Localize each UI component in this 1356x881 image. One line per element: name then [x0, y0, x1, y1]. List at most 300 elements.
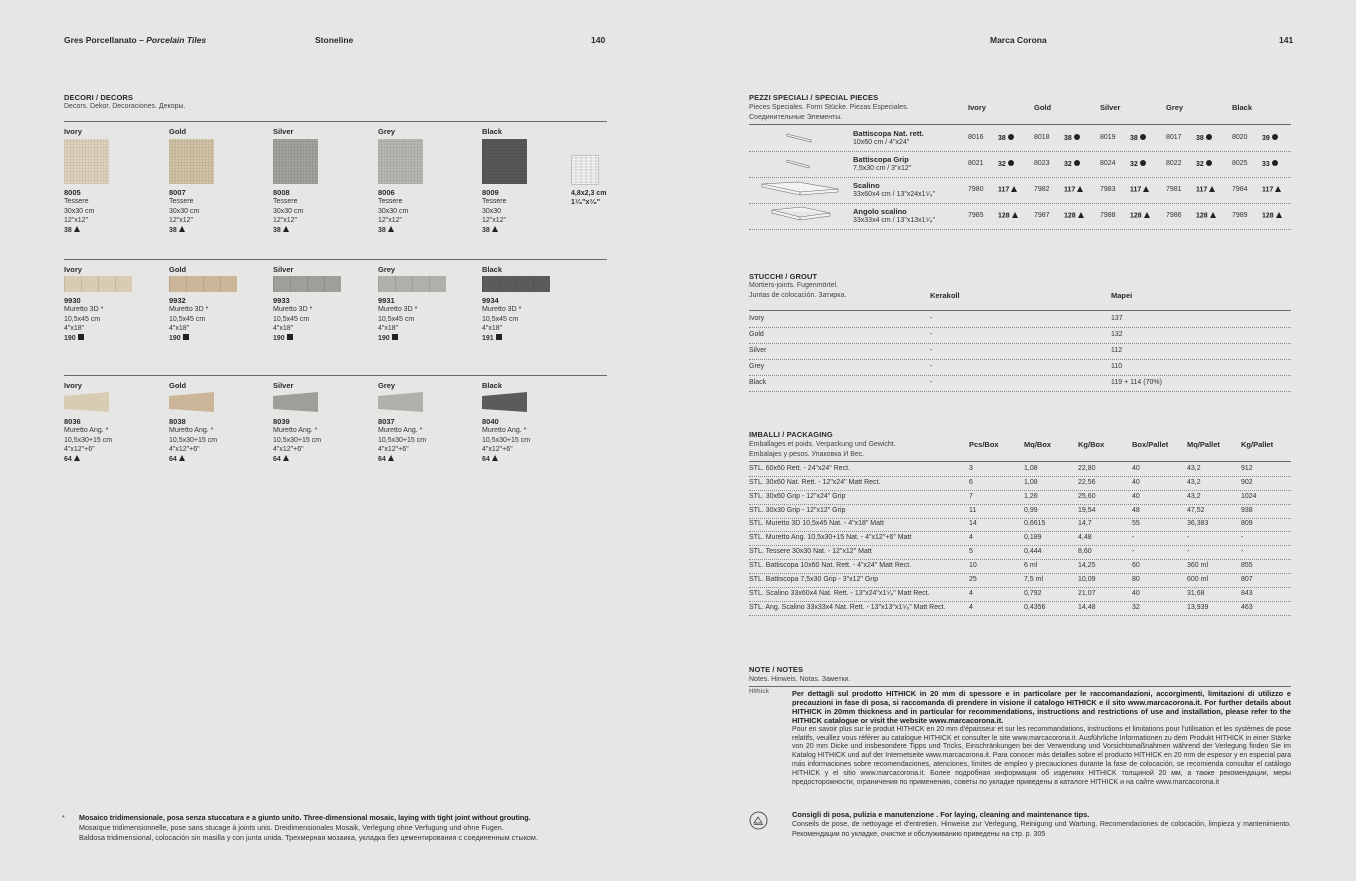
special-code: 8020	[1232, 134, 1248, 141]
decor-code: 8009	[482, 188, 499, 197]
triangle-symbol-icon	[283, 226, 289, 232]
triangle-symbol-icon	[283, 455, 289, 461]
packaging-value: 43,2	[1187, 492, 1201, 500]
packaging-value: 463	[1241, 603, 1253, 611]
decor-info	[169, 426, 264, 464]
square-symbol-icon	[496, 334, 502, 340]
decor-pieces-value: 190	[378, 334, 390, 342]
special-pieces	[1196, 134, 1212, 142]
packaging-product: STL. Scalino 33x60x4 Nat. Rett. - 13"x24"x1⁵⁄₈" Matt Rect.	[749, 589, 930, 597]
packaging-value: 14	[969, 520, 977, 528]
decor-color-label: Silver	[273, 381, 294, 390]
packaging-row-divider	[749, 587, 1291, 588]
decor-code: 8037	[378, 417, 395, 426]
step-drawing-icon	[760, 180, 840, 196]
special-pieces	[998, 134, 1014, 142]
special-code: 7980	[968, 186, 984, 193]
decor-info	[378, 426, 473, 464]
grout-subtitle-2: Juntas de colocación. Затирка.	[749, 292, 847, 299]
decor-size-cm: 10,5x30+15 cm	[482, 436, 531, 444]
decor-swatch	[482, 392, 527, 412]
grout-title: STUCCHI / GROUT	[749, 272, 818, 281]
special-pieces	[1262, 160, 1278, 168]
decor-pieces-value: 190	[273, 334, 285, 342]
packaging-product: STL. Battiscopa 10x60 Nat. Rett. - 4"x24" Matt Rect.	[749, 561, 912, 569]
special-piece-name: Battiscopa Nat. rett.	[853, 129, 924, 138]
grout-row-divider	[749, 359, 1291, 360]
decor-swatch	[378, 139, 423, 184]
decor-info	[64, 197, 159, 235]
decor-code: 8039	[273, 417, 290, 426]
special-row-divider	[749, 151, 1291, 152]
packaging-value: -	[1187, 548, 1190, 556]
category-en-label: Porcelain Tiles	[146, 35, 207, 45]
packaging-subtitle-2: Embalajes y pesos. Упаковка И Вес.	[749, 451, 865, 458]
decor-swatch	[273, 392, 318, 412]
packaging-value: 0,444	[1024, 548, 1042, 556]
footnote-bold: Mosaico tridimensionale, posa senza stuccatura e a giunto unito. Three-dimensional mosaic, laying with tight joint without grouting.	[79, 813, 531, 822]
special-code: 7982	[1034, 186, 1050, 193]
decor-pieces-value: 190	[64, 334, 76, 342]
note-hithick	[792, 690, 1291, 788]
packaging-value: 1,26	[1024, 492, 1038, 500]
decor-size-cm: 10,5x45 cm	[482, 315, 519, 323]
decor-color-label: Ivory	[64, 127, 82, 136]
circle-symbol-icon	[1074, 160, 1080, 166]
footnote	[79, 813, 619, 843]
packaging-value: 360 ml	[1187, 561, 1209, 569]
packaging-value: 22,80	[1078, 465, 1096, 472]
special-pieces-value: 117	[1262, 186, 1274, 194]
corner-step-drawing-icon	[770, 205, 832, 222]
decor-code: 9930	[64, 296, 81, 305]
packaging-row-divider	[749, 601, 1291, 602]
decor-type: Muretto Ang. *	[482, 427, 527, 434]
packaging-value: 25	[969, 575, 977, 583]
special-code: 7989	[1232, 212, 1248, 219]
packaging-value: 40	[1132, 478, 1140, 486]
special-pieces-value: 117	[998, 186, 1010, 194]
decor-size-cm: 30x30 cm	[378, 207, 409, 215]
decor-color-label: Gold	[169, 127, 187, 136]
packaging-header: Mq/Pallet	[1187, 440, 1220, 449]
decor-type: Muretto 3D *	[378, 306, 418, 313]
notes-title: NOTE / NOTES	[749, 665, 804, 674]
special-code: 7985	[968, 212, 984, 219]
packaging-product: STL. 30x60 Nat. Rett. - 12"x24" Matt Rect.	[749, 478, 881, 486]
special-code: 8016	[968, 134, 984, 141]
packaging-value: -	[1132, 548, 1135, 556]
special-piece-name: Scalino	[853, 181, 880, 190]
grout-kerakoll: -	[930, 331, 933, 338]
decor-color-label: Black	[482, 265, 503, 274]
packaging-value: 7,5 ml	[1024, 575, 1044, 583]
packaging-value: 13,939	[1187, 603, 1209, 611]
packaging-value: -	[1241, 548, 1244, 556]
special-code: 8017	[1166, 134, 1182, 141]
packaging-value: 40	[1132, 589, 1140, 597]
decor-pieces-value: 64	[169, 455, 177, 463]
decor-type: Muretto Ang. *	[169, 427, 214, 434]
special-pieces-value: 117	[1130, 186, 1142, 194]
note-hithick-bold: Per dettagli sul prodotto HITHICK in 20 mm di spessore e in particolare per le raccomandazioni, accorgimenti, limitazioni di utilizzo e precauzioni in fase di posa, si raccomanda di prendere in visione il catalogo HITHICK e il sito www.marcacorona.it. For further details about HITHICK in 20mm thickness and in particular for recommendations, instructions and restrictions of use and installation, please refer to the HITHICK catalogue or visit the website www.marcacorona.it.	[792, 689, 1291, 725]
grout-kerakoll: -	[930, 315, 933, 322]
packaging-row-divider	[749, 531, 1291, 532]
decor-size-cm: 10,5x30+15 cm	[273, 436, 322, 444]
decor-size-cm: 10,5x45 cm	[169, 315, 206, 323]
decor-color-label: Grey	[378, 265, 396, 274]
decor-info	[273, 305, 368, 343]
decor-color-label: Grey	[378, 127, 396, 136]
triangle-symbol-icon	[74, 226, 80, 232]
decor-size-inch: 4"x18"	[378, 325, 399, 333]
packaging-value: 48	[1132, 506, 1140, 514]
packaging-value: 43,2	[1187, 478, 1201, 486]
packaging-product: STL. Tessere 30x30 Nat. - 12"x12" Matt	[749, 548, 872, 556]
square-symbol-icon	[287, 334, 293, 340]
mosaic-size-cm: 4,8x2,3 cm	[571, 190, 607, 197]
decor-swatch	[273, 139, 318, 184]
hithick-logo: HIthick	[749, 689, 770, 695]
decor-code: 9931	[378, 296, 395, 305]
circle-symbol-icon	[1074, 134, 1080, 140]
decor-pieces-value: 191	[482, 334, 494, 342]
circle-symbol-icon	[1008, 134, 1014, 140]
decor-size-cm: 10,5x45 cm	[273, 315, 310, 323]
page-number-right: 141	[1279, 35, 1294, 45]
special-pieces	[1262, 212, 1282, 220]
decor-color-label: Ivory	[64, 381, 82, 390]
decor-size-inch: 12"x12"	[482, 217, 507, 225]
special-pieces-value: 32	[1196, 161, 1204, 168]
special-code: 7986	[1166, 212, 1182, 219]
packaging-value: 60	[1132, 561, 1140, 569]
triangle-symbol-icon	[388, 455, 394, 461]
special-title: PEZZI SPECIALI / SPECIAL PIECES	[749, 93, 879, 102]
special-rule	[749, 124, 1291, 125]
decor-size-inch: 4"x12"+6"	[482, 446, 513, 454]
note-maintenance-bold: Consigli di posa, pulizia e manutenzione . For laying, cleaning and maintenance tips.	[792, 810, 1090, 819]
skirting-drawing-icon	[785, 132, 813, 144]
square-symbol-icon	[78, 334, 84, 340]
packaging-value: 10,09	[1078, 575, 1096, 583]
category-label: Gres Porcellanato –	[64, 35, 147, 45]
decor-code: 9933	[273, 296, 290, 305]
decor-size-inch: 4"x18"	[64, 325, 85, 333]
decor-swatch	[169, 139, 214, 184]
packaging-value: -	[1132, 534, 1135, 542]
special-pieces	[1064, 160, 1080, 168]
special-pieces-value: 32	[998, 161, 1006, 168]
packaging-value: 8,60	[1078, 548, 1092, 556]
packaging-header: Pcs/Box	[969, 440, 999, 449]
decor-color-label: Grey	[378, 381, 396, 390]
decor-pieces	[273, 226, 368, 236]
packaging-header: Kg/Box	[1078, 440, 1105, 449]
packaging-row-divider	[749, 615, 1291, 616]
notes-subtitle: Notes. Hinweis. Notas. Заметки.	[749, 676, 851, 683]
packaging-value: 809	[1241, 520, 1253, 528]
decor-pieces	[482, 334, 577, 344]
special-col-ivory: Ivory	[968, 103, 986, 112]
decor-code: 8038	[169, 417, 186, 426]
page-number-left: 140	[591, 35, 606, 45]
packaging-value: 912	[1241, 465, 1253, 472]
special-code: 7984	[1232, 186, 1248, 193]
special-pieces-value: 32	[1064, 161, 1072, 168]
special-code: 8021	[968, 160, 984, 167]
footnote-mark: *	[62, 813, 65, 822]
decor-size-inch: 12"x12"	[378, 217, 403, 225]
decors-rule-3	[64, 375, 607, 376]
special-code: 7988	[1100, 212, 1116, 219]
decor-size-inch: 12"x12"	[169, 217, 194, 225]
maintenance-icon	[749, 811, 768, 830]
grout-subtitle-1: Mortiers-joints. Fugenmörtel.	[749, 282, 839, 289]
grout-row-divider	[749, 391, 1291, 392]
decor-info	[169, 197, 264, 235]
note-maintenance	[792, 811, 1291, 841]
note-hithick-text: Pour en savoir plus sur le produit HITHICK en 20 mm d'épaisseur et sur les recommandations, instructions et limitations pour l'utilisation et les systèmes de pose relatifs, veuillez vous référer au catalogue HITHICK et consulter le site www.marcacorona.it. Ausführliche Informationen zu dem Produkt HITHICK in einer Stärke von 20 mm Dicke und insbesondere Tipps und Tricks, Einschränkungen bei der Verwendung und Vorsichtsmaßnahmen während der Verlegung finden Sie im Katalog HITHICK und auf der Internetseite www.marcacorona.it. Para conocer más detalles sobre el producto HITHICK en 20 mm de espesor y en especial para más informaciones sobre recomendaciones, atenciones, límites de empleo y precauciones durante la fase de colocación, se recomienda consultar el catálogo HITHICK y el sitio www.marcacorona.it. Более подробная информация об изделиях HITHICK толщиной 20 мм, а также рекомендации, меры предосторожности, ограничения по применению, советы по укладке приведены в каталоге HITHICK и на сайте www.marcacorona.it	[792, 725, 1291, 787]
decors-rule-1	[64, 121, 607, 122]
decor-size-cm: 10,5x45 cm	[64, 315, 101, 323]
special-pieces-value: 128	[1130, 212, 1142, 220]
decor-code: 9934	[482, 296, 499, 305]
decor-pieces	[482, 455, 577, 465]
square-symbol-icon	[392, 334, 398, 340]
packaging-value: 14,25	[1078, 561, 1096, 569]
packaging-product: STL. Battiscopa 7,5x30 Grip - 3"x12" Grip	[749, 575, 879, 583]
triangle-symbol-icon	[1077, 186, 1083, 192]
grout-color: Grey	[749, 363, 765, 370]
special-col-black: Black	[1232, 103, 1253, 112]
decor-color-label: Ivory	[64, 265, 82, 274]
special-pieces-value: 38	[998, 135, 1006, 142]
decor-size-cm: 30x30 cm	[64, 207, 95, 215]
special-code: 8025	[1232, 160, 1248, 167]
decor-size-inch: 12"x12"	[64, 217, 89, 225]
grout-color: Ivory	[749, 315, 765, 322]
circle-symbol-icon	[1272, 134, 1278, 140]
special-code: 8023	[1034, 160, 1050, 167]
special-pieces-value: 117	[1064, 186, 1076, 194]
packaging-value: 1,08	[1024, 478, 1038, 486]
decor-pieces	[64, 226, 159, 236]
special-code: 8018	[1034, 134, 1050, 141]
packaging-value: 600 ml	[1187, 575, 1209, 583]
special-pieces	[1196, 160, 1212, 168]
packaging-value: 7	[969, 492, 973, 500]
triangle-symbol-icon	[1143, 186, 1149, 192]
special-pieces	[1196, 186, 1215, 194]
special-piece-size: 10x60 cm / 4"x24"	[853, 139, 910, 146]
decor-pieces	[378, 455, 473, 465]
special-pieces-value: 128	[1262, 212, 1274, 220]
triangle-symbol-icon	[1011, 186, 1017, 192]
triangle-symbol-icon	[1275, 186, 1281, 192]
decor-swatch	[169, 276, 237, 292]
decor-pieces	[378, 226, 473, 236]
special-pieces-value: 32	[1130, 161, 1138, 168]
decor-pieces-value: 38	[169, 226, 177, 234]
packaging-value: 0,99	[1024, 506, 1038, 514]
packaging-value: 807	[1241, 575, 1253, 583]
packaging-header: Box/Pallet	[1132, 440, 1169, 449]
grout-color: Silver	[749, 347, 767, 354]
special-pieces	[998, 212, 1018, 220]
packaging-header: Kg/Pallet	[1241, 440, 1274, 449]
decor-pieces-value: 64	[273, 455, 281, 463]
header-collection: Stoneline	[315, 35, 354, 45]
special-subtitle-2: Соединительные Элементы.	[749, 114, 843, 121]
decor-swatch	[169, 392, 214, 412]
packaging-value: 14,7	[1078, 520, 1092, 528]
decor-swatch	[64, 392, 109, 412]
decor-type: Tessere	[169, 198, 194, 205]
packaging-title: IMBALLI / PACKAGING	[749, 430, 833, 439]
decor-info	[64, 426, 159, 464]
packaging-header: Mq/Box	[1024, 440, 1052, 449]
triangle-symbol-icon	[1210, 212, 1216, 218]
decor-pieces	[169, 334, 264, 344]
decor-swatch	[378, 392, 423, 412]
decor-pieces-value: 38	[273, 226, 281, 234]
triangle-symbol-icon	[1276, 212, 1282, 218]
grout-row-divider	[749, 375, 1291, 376]
decor-size-inch: 12"x12"	[273, 217, 298, 225]
decor-info	[482, 426, 577, 464]
decor-type: Muretto 3D *	[273, 306, 313, 313]
decor-info	[482, 305, 577, 343]
triangle-symbol-icon	[179, 226, 185, 232]
footnote-line-3: Baldosa tridimensional, colocación sin masilla y con junta unida. Трехмерная мозаика, укладка без цементирования с соединенным стыком.	[79, 833, 538, 842]
grout-row-divider	[749, 343, 1291, 344]
packaging-value: 5	[969, 548, 973, 556]
decor-pieces	[273, 455, 368, 465]
packaging-value: 32	[1132, 603, 1140, 611]
packaging-row-divider	[749, 518, 1291, 519]
decor-pieces-value: 38	[64, 226, 72, 234]
decor-size-cm: 30x30	[482, 207, 502, 215]
packaging-value: 843	[1241, 589, 1253, 597]
special-col-silver: Silver	[1100, 103, 1121, 112]
grout-color: Gold	[749, 331, 764, 338]
packaging-value: 3	[969, 465, 973, 472]
decor-pieces	[169, 455, 264, 465]
decor-type: Muretto Ang. *	[378, 427, 423, 434]
decor-type: Muretto 3D *	[169, 306, 209, 313]
packaging-product: STL. Muretto 3D 10,5x45 Nat. - 4"x18" Matt	[749, 520, 884, 528]
special-pieces	[1064, 134, 1080, 142]
decor-info	[378, 305, 473, 343]
decor-info	[378, 197, 473, 235]
grout-mapei: 137	[1111, 315, 1123, 322]
grout-kerakoll: -	[930, 347, 933, 354]
mosaic-size-inch: 1⁷⁄₈"x⁷⁄₈"	[571, 199, 601, 206]
grout-rule	[749, 310, 1291, 311]
packaging-value: 4	[969, 534, 973, 542]
packaging-value: 0,4356	[1024, 603, 1046, 611]
packaging-subtitle-1: Emballages et poids. Verpackung und Gewicht.	[749, 441, 896, 448]
special-pieces	[1262, 134, 1278, 142]
packaging-value: 19,54	[1078, 506, 1096, 514]
special-code: 8019	[1100, 134, 1116, 141]
header-brand: Marca Corona	[990, 35, 1047, 45]
special-pieces	[1130, 212, 1150, 220]
skirting-grip-drawing-icon	[785, 158, 813, 170]
decor-swatch	[64, 139, 109, 184]
decor-size-cm: 10,5x30+15 cm	[169, 436, 218, 444]
packaging-value: 6	[969, 478, 973, 486]
packaging-value: 11	[969, 506, 977, 514]
decor-pieces	[378, 334, 473, 344]
special-code: 7987	[1034, 212, 1050, 219]
special-pieces-value: 128	[1064, 212, 1076, 220]
packaging-row-divider	[749, 490, 1291, 491]
special-pieces	[1130, 160, 1146, 168]
packaging-value: 25,60	[1078, 492, 1096, 500]
decor-size-inch: 4"x12"+6"	[378, 446, 409, 454]
special-subtitle-1: Pieces Speciales. Form Stücke. Piezas Especiales.	[749, 104, 909, 111]
special-row-divider	[749, 229, 1291, 230]
packaging-value: 6 ml	[1024, 561, 1038, 569]
decor-code: 9932	[169, 296, 186, 305]
decor-size-cm: 30x30 cm	[273, 207, 304, 215]
decor-type: Tessere	[482, 198, 507, 205]
packaging-value: 4	[969, 603, 973, 611]
packaging-value: 31,68	[1187, 589, 1205, 597]
grout-mapei: 132	[1111, 331, 1123, 338]
decor-pieces-value: 38	[378, 226, 386, 234]
circle-symbol-icon	[1140, 160, 1146, 166]
decor-size-cm: 10,5x30+15 cm	[64, 436, 113, 444]
decor-size-inch: 4"x18"	[169, 325, 190, 333]
decor-size-inch: 4"x12"+6"	[169, 446, 200, 454]
packaging-value: 4	[969, 589, 973, 597]
decor-code: 8040	[482, 417, 499, 426]
packaging-value: 80	[1132, 575, 1140, 583]
packaging-product: STL. Ang. Scalino 33x33x4 Nat. Rett. - 13"x13"x1⁵⁄₈" Matt Rect.	[749, 603, 946, 611]
special-pieces-value: 117	[1196, 186, 1208, 194]
decor-pieces-value: 64	[482, 455, 490, 463]
special-code: 7981	[1166, 186, 1182, 193]
decor-pieces	[482, 226, 577, 236]
special-piece-name: Angolo scalino	[853, 207, 907, 216]
triangle-symbol-icon	[1144, 212, 1150, 218]
special-code: 8024	[1100, 160, 1116, 167]
decor-swatch	[482, 139, 527, 184]
special-pieces-value: 38	[1130, 135, 1138, 142]
special-pieces	[998, 160, 1014, 168]
packaging-value: 47,52	[1187, 506, 1205, 514]
packaging-value: 55	[1132, 520, 1140, 528]
decor-info	[64, 305, 159, 343]
special-pieces-value: 128	[1196, 212, 1208, 220]
special-col-gold: Gold	[1034, 103, 1052, 112]
decor-pieces	[169, 226, 264, 236]
packaging-value: 902	[1241, 478, 1253, 486]
packaging-value: 0,792	[1024, 589, 1042, 597]
decor-color-label: Black	[482, 381, 503, 390]
grout-color: Black	[749, 379, 767, 386]
grout-mapei: 110	[1111, 363, 1123, 370]
circle-symbol-icon	[1008, 160, 1014, 166]
packaging-product: STL. 60x60 Rett. - 24"x24" Rect.	[749, 465, 851, 472]
decors-rule-2	[64, 259, 607, 260]
special-piece-size: 33x33x4 cm / 13"x13x1⁵⁄₈"	[853, 217, 935, 224]
decor-color-label: Silver	[273, 127, 294, 136]
packaging-value: 1024	[1241, 492, 1257, 500]
